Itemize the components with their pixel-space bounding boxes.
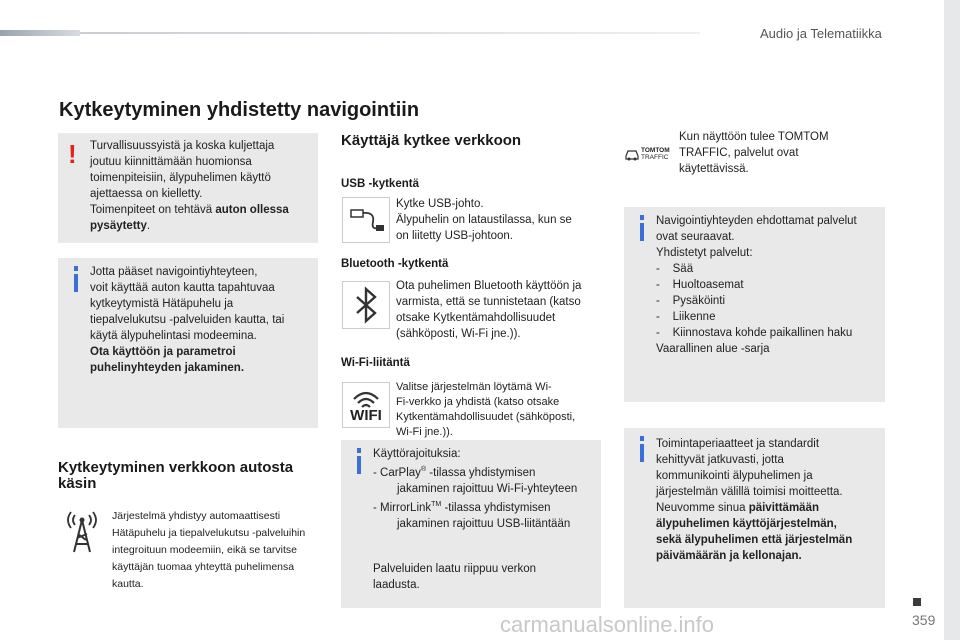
bluetooth-line: otsake Kytkentämahdollisuudet: [396, 312, 556, 324]
info-line: käytä älypuhelintasi modeemina.: [90, 330, 257, 342]
bluetooth-icon: [342, 281, 390, 329]
warning-icon: !: [68, 139, 77, 169]
tomtom-line: käytettävissä.: [679, 163, 749, 175]
usage-item-cont: jakaminen rajoittuu Wi-Fi-yhteyteen: [397, 482, 578, 495]
info-i-glyph: [355, 448, 363, 474]
header-rule: [80, 32, 700, 34]
service-item: - Kiinnostava kohde paikallinen haku: [656, 327, 853, 339]
network-line: käyttäjän tuomaa yhteyttä puhelimensa: [112, 561, 295, 573]
network-section-title: Kytkeytyminen verkkoon autosta käsin: [58, 459, 294, 492]
bluetooth-line: (sähköposti, Wi-Fi jne.)).: [396, 328, 521, 340]
tomtom-icon-text: TOMTOM: [641, 147, 670, 154]
bluetooth-label: Bluetooth -kytkentä: [341, 258, 449, 270]
warning-line: pysäytetty.: [90, 220, 151, 232]
usage-box: [341, 440, 601, 608]
services-box: [624, 207, 885, 402]
info-icon: [638, 436, 646, 467]
usage-text: [373, 446, 598, 532]
wifi-text: [396, 380, 601, 440]
antenna-icon: [62, 510, 102, 554]
info-line: tiepalvelukutsu -palveluiden kautta, tai: [90, 314, 285, 326]
info-bold-line: Ota käyttöön ja parametroi: [90, 346, 236, 358]
warning-line: toimenpiteisiin, älypuhelimen käyttö: [90, 172, 271, 184]
warning-box: [58, 133, 318, 243]
warning-line: joutuu kiinnittämään huomionsa: [90, 156, 252, 168]
info-icon: [72, 266, 78, 292]
info-bold-line: puhelinyhteyden jakaminen.: [90, 362, 245, 374]
info-icon: [355, 448, 363, 479]
network-text: [112, 508, 322, 593]
warning-text: [90, 138, 315, 234]
usb-text: [396, 196, 601, 244]
standards-line: kommunikointi älypuhelimen ja: [656, 470, 813, 482]
page-number: 359: [912, 612, 936, 628]
tomtom-line: TRAFFIC, palvelut ovat: [679, 147, 799, 159]
info-i-glyph: [72, 266, 80, 292]
info-line: Jotta pääset navigointiyhteyteen,: [90, 266, 258, 278]
usb-line: Kytke USB-johto.: [396, 198, 484, 210]
standards-bold-line: sekä älypuhelimen että järjestelmän: [656, 534, 853, 546]
standards-text: [656, 436, 884, 564]
standards-bold-line: älypuhelimen käyttöjärjestelmän,: [656, 518, 837, 530]
info-box-connection: [58, 258, 318, 428]
header-accent-bar: [0, 30, 80, 36]
standards-line: järjestelmän välillä toimisi moitteetta.: [656, 486, 843, 498]
usage-heading: Käyttörajoituksia:: [373, 448, 461, 460]
page-marker: [913, 598, 921, 606]
page-title: Kytkeytyminen yhdistetty navigointiin: [59, 99, 420, 121]
service-item: - Pysäköinti: [656, 295, 726, 307]
page-edge-strip: [944, 0, 960, 640]
bluetooth-line: Ota puhelimen Bluetooth käyttöön ja: [396, 280, 582, 292]
wifi-line: Kytkentämahdollisuudet (sähköposti,: [396, 411, 576, 423]
network-line: integroituun modeemiin, eikä se tarvitse: [112, 544, 298, 556]
info-icon: [638, 215, 646, 246]
usage-item-cont: jakaminen rajoittuu USB-liitäntään: [397, 517, 571, 530]
services-line: Yhdistetyt palvelut:: [656, 247, 753, 259]
service-item: - Liikenne: [656, 311, 716, 323]
services-line: Navigointiyhteyden ehdottamat palvelut: [656, 215, 857, 227]
info-i-glyph: [638, 436, 646, 462]
standards-bold-line: päivämäärän ja kellonajan.: [656, 550, 802, 562]
tomtom-line: Kun näyttöön tulee TOMTOM: [679, 131, 829, 143]
user-connect-title: Käyttäjä kytkee verkkoon: [341, 132, 522, 149]
bluetooth-text: [396, 278, 601, 342]
wifi-label: Wi-Fi-liitäntä: [341, 357, 410, 369]
info-text: [90, 264, 315, 376]
services-line: ovat seuraavat.: [656, 231, 735, 243]
warning-line: Toimenpiteet on tehtävä auton ollessa: [90, 204, 289, 216]
tomtom-icon-text: TRAFFIC: [641, 154, 669, 161]
usage-footer: Palveluiden laatu riippuu verkon laadusta.: [373, 563, 537, 591]
wifi-line: Valitse järjestelmän löytämä Wi-: [396, 381, 552, 393]
service-item: - Sää: [656, 263, 694, 275]
standards-line: kehittyvät jatkuvasti, jotta: [656, 454, 784, 466]
watermark: carmanualsonline.info: [500, 612, 715, 637]
network-line: Hätäpuhelu ja tiepalvelukutsu -palveluihin: [112, 527, 306, 539]
services-text: [656, 213, 884, 357]
warning-line: ajettaessa on kielletty.: [90, 188, 203, 200]
services-footer: Vaarallinen alue -sarja: [656, 343, 770, 355]
usb-cable-icon: [342, 197, 390, 243]
usb-line: Älypuhelin on lataustilassa, kun se: [396, 214, 572, 226]
info-i-glyph: [638, 215, 646, 241]
network-line: Järjestelmä yhdistyy automaattisesti: [112, 510, 281, 522]
wifi-icon-text: WIFI: [350, 407, 382, 424]
service-item: - Huoltoasemat: [656, 279, 744, 291]
wifi-line: Wi-Fi jne.)).: [396, 426, 453, 438]
tomtom-text: [679, 129, 879, 177]
network-line: kautta.: [112, 578, 144, 590]
standards-line: Neuvomme sinua päivittämään: [656, 502, 819, 514]
standards-line: Toimintaperiaatteet ja standardit: [656, 438, 820, 450]
usb-line: on liitetty USB-johtoon.: [396, 230, 513, 242]
usage-item: - MirrorLink™ -tilassa yhdistymisen: [373, 500, 551, 514]
usage-item: - CarPlay® -tilassa yhdistymisen: [373, 466, 536, 479]
standards-box: [624, 428, 885, 608]
warning-line: Turvallisuussyistä ja koska kuljettaja: [90, 140, 275, 152]
usb-label: USB -kytkentä: [341, 178, 419, 190]
tomtom-traffic-icon: [624, 143, 674, 163]
info-line: kytkeytymistä Hätäpuhelu ja: [90, 298, 234, 310]
section-title: Audio ja Telematiikka: [760, 26, 882, 41]
wifi-icon: [342, 382, 390, 428]
wifi-line: Fi-verkko ja yhdistä (katso otsake: [396, 396, 560, 408]
bluetooth-line: varmista, että se tunnistetaan (katso: [396, 296, 581, 308]
info-line: voit käyttää auton kautta tapahtuvaa: [90, 282, 275, 294]
